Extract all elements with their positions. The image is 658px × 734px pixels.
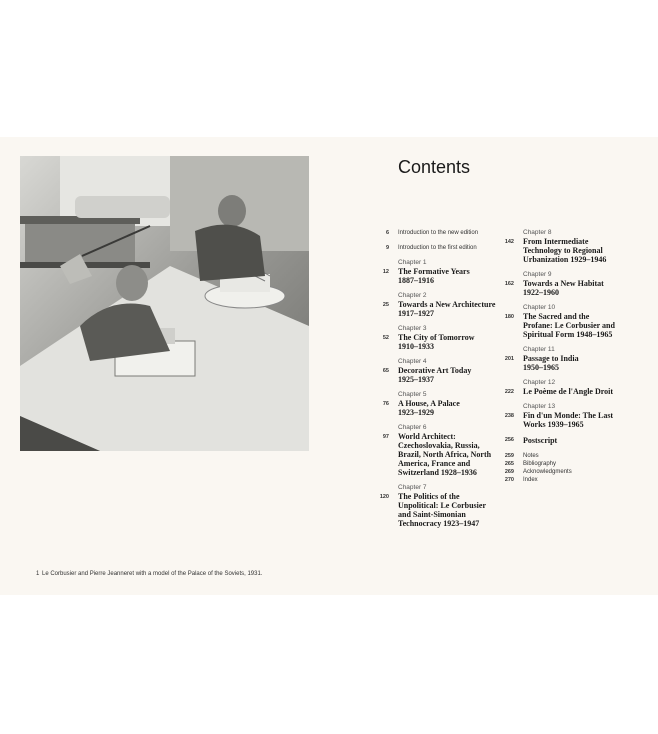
toc-page-number: 142 [504,239,514,245]
toc-title-line: Fin d'un Monde: The Last [523,411,614,420]
caption-number: 1 [36,571,40,577]
toc-chapter-title [523,436,630,445]
toc-chapter-title [398,492,503,528]
toc-page-number: 259 [504,453,514,459]
toc-title-line: Works 1939–1965 [523,420,584,429]
toc-page-number: 52 [382,335,389,341]
toc-page-number: 270 [504,477,514,483]
toc-chapter-label: Chapter 2 [398,292,427,299]
toc-chapter-title [398,267,503,285]
toc-chapter-title [398,333,503,351]
toc-page-number: 201 [504,356,514,362]
toc-page-number: 65 [382,368,389,374]
photograph [20,156,309,451]
toc-chapter-title [523,312,630,339]
toc-title-line: Profane: Le Corbusier and [523,321,615,330]
toc-entry-text: Index [523,477,538,483]
toc-chapter-label: Chapter 13 [523,403,556,410]
toc-chapter-title [523,411,630,429]
toc-title-line: Le Poème de l'Angle Droit [523,387,614,396]
toc-page-number: 269 [504,469,514,475]
toc-title-line: 1922–1960 [523,288,559,297]
toc-title-line: Towards a New Habitat [523,279,604,288]
toc-page-number: 25 [382,302,389,308]
toc-page-number: 6 [385,230,389,236]
toc-title-line: 1910–1933 [398,342,434,351]
toc-entry-text: Introduction to the new edition [398,230,479,236]
toc-entry-text: Acknowledgments [523,469,572,475]
toc-title-line: Technocracy 1923–1947 [398,519,480,528]
toc-entry [375,325,503,351]
toc-title-line: The City of Tomorrow [398,333,475,342]
toc-page-number: 265 [504,461,514,467]
toc-title-line: Czechoslovakia, Russia, [398,441,480,450]
toc-chapter-label: Chapter 11 [523,346,555,353]
toc-entry [375,358,503,384]
toc-entry [375,292,503,318]
toc-page-number: 238 [504,413,514,419]
toc-column-1 [375,229,503,535]
toc-entry [375,424,503,477]
toc-entry [500,468,630,476]
toc-title-line: A House, A Palace [398,399,460,408]
toc-title-line: Decorative Art Today [398,366,472,375]
toc-chapter-label: Chapter 7 [398,484,427,491]
toc-page-number: 120 [379,494,389,500]
toc-title-line: Unpolitical: Le Corbusier [398,501,486,510]
toc-title-line: 1950–1965 [523,363,559,372]
toc-entry [500,379,630,396]
toc-title-line: Towards a New Architecture [398,300,496,309]
toc-title-line: America, France and [398,459,471,468]
toc-chapter-label: Chapter 9 [523,271,552,278]
toc-chapter-title [523,387,630,396]
toc-title-line: 1917–1927 [398,309,434,318]
toc-entry [500,229,630,264]
toc-chapter-label: Chapter 10 [523,304,556,311]
toc-entry [375,244,503,252]
toc-page-number: 162 [504,281,514,287]
toc-entry [500,476,630,484]
toc-page-number: 76 [382,401,389,407]
toc-title-line: Urbanization 1929–1946 [523,255,607,264]
architects-photo-illustration [20,156,309,451]
toc-title-line: The Formative Years [398,267,470,276]
toc-title-line: Spiritual Form 1948–1965 [523,330,613,339]
caption-text: Le Corbusier and Pierre Jeanneret with a model of the Palace of the Soviets, 1931. [42,571,263,577]
toc-entry [375,229,503,237]
toc-chapter-title [523,279,630,297]
toc-page-number: 180 [504,314,514,320]
toc-title-line: 1925–1937 [398,375,434,384]
toc-chapter-label: Chapter 1 [398,259,427,266]
toc-entry [500,403,630,429]
toc-chapter-title [398,300,503,318]
toc-page-number: 256 [504,437,514,443]
toc-chapter-label: Chapter 4 [398,358,427,365]
toc-title-line: The Politics of the [398,492,460,501]
toc-entry [375,484,503,528]
toc-entry [375,259,503,285]
toc-entry [500,436,630,445]
toc-title-line: Postscript [523,436,558,445]
toc-page-number: 222 [504,389,514,395]
toc-title-line: Switzerland 1928–1936 [398,468,477,477]
toc-entry [500,271,630,297]
toc-page-number: 9 [385,245,389,251]
toc-title-line: Passage to India [523,354,579,363]
toc-chapter-title [398,399,503,417]
toc-chapter-title [523,237,630,264]
toc-entry-text: Bibliography [523,461,557,467]
toc-entry-text: Notes [523,453,539,459]
toc-column-2 [500,229,630,484]
toc-title-line: and Saint-Simonian [398,510,466,519]
toc-chapter-title [398,432,503,477]
contents-title: Contents [398,157,471,177]
toc-entry [500,346,630,372]
toc-title-line: 1923–1929 [398,408,434,417]
toc-chapter-label: Chapter 12 [523,379,556,386]
toc-chapter-title [523,354,630,372]
toc-chapter-label: Chapter 3 [398,325,427,332]
toc-chapter-label: Chapter 8 [523,229,552,236]
toc-chapter-label: Chapter 5 [398,391,427,398]
toc-chapter-label: Chapter 6 [398,424,427,431]
toc-page-number: 12 [382,269,389,275]
toc-chapter-title [398,366,503,384]
toc-page-number: 97 [382,434,389,440]
toc-entry [500,304,630,339]
toc-entry-text: Introduction to the first edition [398,245,477,251]
toc-entry [375,391,503,417]
toc-entry [500,460,630,468]
toc-title-line: From Intermediate [523,237,589,246]
toc-entry [500,452,630,460]
toc-title-line: 1887–1916 [398,276,434,285]
toc-title-line: Technology to Regional [523,246,603,255]
photo-caption [36,571,263,577]
book-spread [0,137,658,595]
toc-title-line: World Architect: [398,432,456,441]
toc-title-line: The Sacred and the [523,312,590,321]
toc-title-line: Brazil, North Africa, North [398,450,492,459]
